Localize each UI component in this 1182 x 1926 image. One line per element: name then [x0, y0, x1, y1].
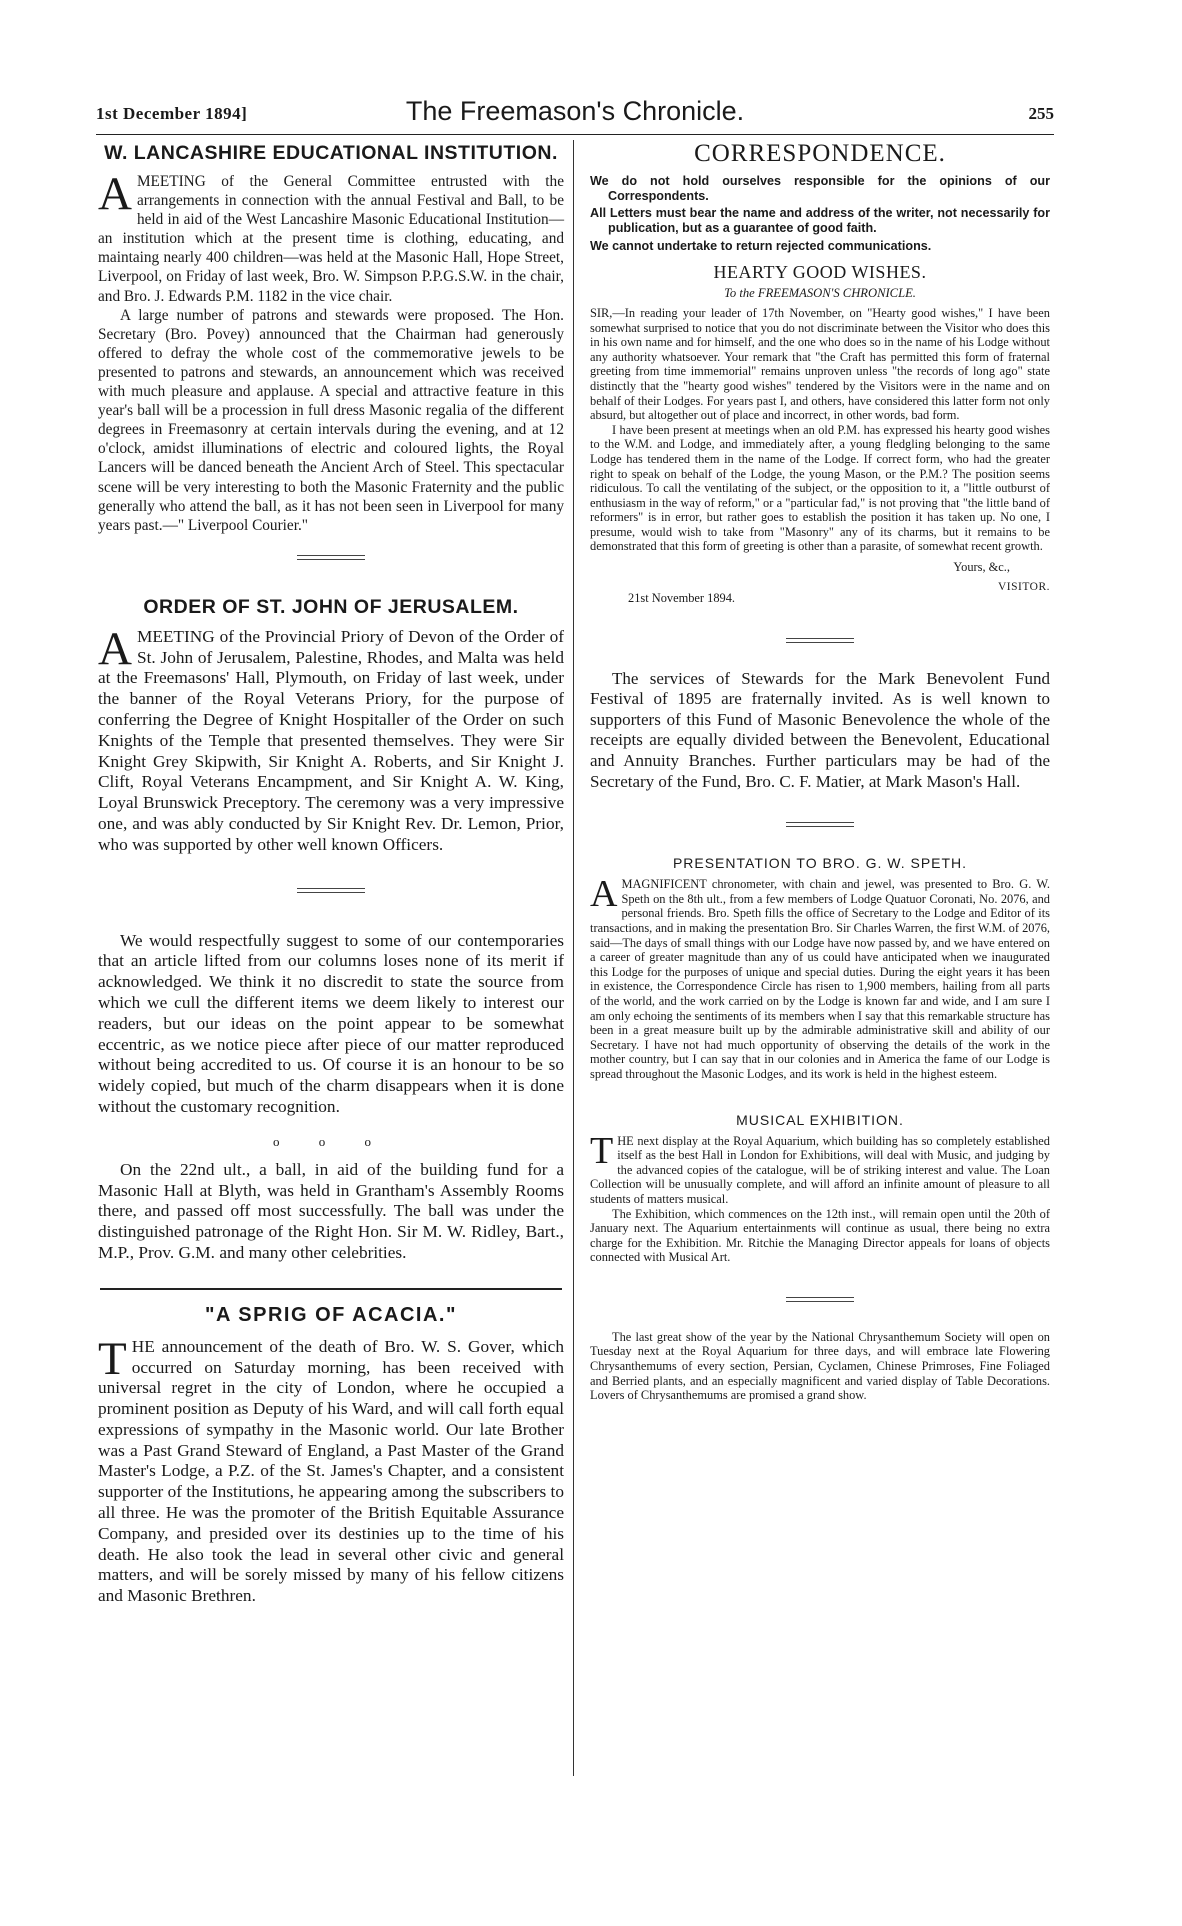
- editorial-notice: We do not hold ourselves responsible for the opinions of our Correspondents.: [590, 174, 1050, 203]
- article-musical-exhibition: [590, 1112, 1050, 1265]
- newspaper-title: The Freemason's Chronicle.: [405, 96, 745, 126]
- masthead: [96, 96, 1054, 132]
- article-title: PRESENTATION TO BRO. G. W. SPETH.: [672, 855, 968, 872]
- article-stewards: [590, 669, 1050, 793]
- section-title: CORRESPONDENCE.: [694, 140, 946, 167]
- section-divider: [786, 638, 854, 643]
- page-number: 255: [1028, 104, 1054, 123]
- left-column: [98, 140, 564, 1607]
- article-paragraph: We would respectfully suggest to some of our contemporaries that an article lifted from our columns loses none of its merit if acknowledged. We think it no discredit to state the source from which we cull the different items we deem likely to interest our readers, but our ideas on the point appear to be somewhat eccentric, as we notice piece after piece of our matter reproduced without being accredited to us. Of course it is an honour to be so widely copied, but much of the charm disappears when it is done without the customary recognition.: [98, 930, 564, 1116]
- article-paragraph: A large number of patrons and stewards were proposed. The Hon. Secretary (Bro. Povey) announced that the Chairman had generously offered to defray the whole cost of the commemorative jewels to be presented to patrons and stewards, an announcement which was received with much pleasure and applause. A special and attractive feature in this year's ball will be a procession in full dress Masonic regalia of the different degrees in Freemasonry at certain intervals during the evening, and at 12 o'clock, amidst illuminations of electric and coloured lights, the Royal Lancers will be danced beneath the Ancient Arch of Steel. This spectacular scene will be very interesting to both the Masonic Fraternity and the public generally who attend the ball, as it has not been seen in Liverpool for many years past.—" Liverpool Courier.": [98, 306, 564, 534]
- article-paragraph: The last great show of the year by the National Chrysanthemum Society will open on Tuesday next at the Royal Aquarium for three days, and will embrace late Flowering Chrysanthemums of every section, Persian, Cyclamen, Chinese Primroses, Fine Foliaged and Berried plants, and an especially magnificent and varied display of Table Decorations. Lovers of Chrysanthemums are promised a grand show.: [590, 1329, 1050, 1403]
- article-paragraph: The services of Stewards for the Mark Benevolent Fund Festival of 1895 are fraternally invited. As is well known to supporters of this Fund of Masonic Benevolence the whole of the receipts are equally divided between the Benevolent, Educational and Annuity Branches. Further particulars may be had of the Secretary of the Fund, Bro. C. F. Matier, at Mark Mason's Hall.: [590, 668, 1050, 791]
- article-speth: [590, 855, 1050, 1081]
- header-rule: [96, 134, 1054, 135]
- article-title: ORDER OF ST. JOHN OF JERUSALEM.: [143, 595, 519, 618]
- letter-title: HEARTY GOOD WISHES.: [713, 261, 927, 282]
- article-chrysanthemum: [590, 1330, 1050, 1403]
- letter-closing: Yours, &c.,: [953, 560, 1010, 575]
- editorial-notice: All Letters must bear the name and address of the writer, not necessarily for publication, but as a guarantee of good faith.: [590, 206, 1050, 235]
- drop-cap: A: [98, 168, 132, 220]
- article-blyth: [98, 1160, 564, 1264]
- drop-cap: T: [98, 1332, 127, 1385]
- article-st-john: [98, 596, 564, 856]
- column-divider: [573, 140, 574, 1776]
- letter-paragraph: I have been present at meetings when an old P.M. has expressed his hearty good wishes to the W.M. and Lodge, and immediately after, a young fledgling belonging to the same Lodge has tendered them in the name of the Lodge. If correct form, who had the greater right to speak on behalf of the Lodge, the young Mason, or the P.M.? The position seems ridiculous. To call the ventilating of the subject, or the opposition to it, a "little outburst of enthusiasm in the way of reform," or a "particular fad," is not proving that "the little band of reformers" is in error, but rather goes to establish the position it has taken up. No one, I presume, would wish to take from "Masonry" any of its charms, but it remains to be demonstrated that this form of greeting is other than a parasite, of somewhat recent growth.: [590, 422, 1050, 554]
- letter-paragraph: SIR,—In reading your leader of 17th November, on "Hearty good wishes," I have been somewhat surprised to notice that you do not discriminate between the Visitor who does this in his own name and for himself, and the one who does so in the name of his Lodge without any authority whatsoever. Your remark that "the Craft has permitted this form of fraternal greeting from time immemorial" remains unproven unless "the records of long ago" state distinctly that the "hearty good wishes" tendered by the Visitors were in the name and on behalf of their Lodges. For years past I, and others, have considered this latter form not only absurd, but altogether out of place and incorrect, in other words, bad form.: [590, 305, 1050, 423]
- article-title: MUSICAL EXHIBITION.: [736, 1111, 904, 1128]
- article-paragraph: On the 22nd ult., a ball, in aid of the building fund for a Masonic Hall at Blyth, was held in Grantham's Assembly Rooms there, and passed off most successfully. The ball was under the distinguished patronage of the Right Hon. Sir M. W. Ridley, Bart., M.P., Prov. G.M. and many other celebrities.: [98, 1159, 564, 1262]
- correspondence-section: [590, 140, 1050, 606]
- article-paragraph: AMEETING of the Provincial Priory of Devon of the Order of St. John of Jerusalem, Palestine, Rhodes, and Malta was held at the Freemasons' Hall, Plymouth, on Friday of last week, under the banner of the Royal Veterans Priory, for the purpose of conferring the Degree of Knight Hospitaller of the Order on such Knights of the Temple that presented themselves. They were Sir Knight Grey Skipwith, Sir Knight A. Roberts, and Sir Knight J. Clift, Royal Veterans Encampment, and Sir Knight A. W. King, Loyal Brunswick Preceptory. The ceremony was a very impressive one, and was ably conducted by Sir Knight Rev. Dr. Lemon, Prior, who was supported by other well known Officers.: [98, 622, 564, 854]
- article-contemporaries: [98, 931, 564, 1150]
- issue-date: 1st December 1894]: [96, 104, 248, 123]
- section-divider: [297, 888, 365, 893]
- article-title: "A SPRIG OF ACACIA.": [205, 1303, 457, 1326]
- letter-addressee: To the FREEMASON'S CHRONICLE.: [724, 285, 916, 300]
- section-divider: [297, 555, 365, 560]
- article-sprig-of-acacia: [98, 1304, 564, 1607]
- article-title: W. LANCASHIRE EDUCATIONAL INSTITUTION.: [104, 142, 558, 164]
- section-divider: [786, 1297, 854, 1302]
- section-rule: [100, 1288, 562, 1290]
- right-column: [590, 140, 1050, 1403]
- article-lancashire: [98, 142, 564, 535]
- article-paragraph: AMAGNIFICENT chronometer, with chain and jewel, was presented to Bro. G. W. Speth on the 8th ult., from a few members of Lodge Quatuor Coronati, No. 2076, and personal friends. Bro. Speth fills the office of Secretary to the Lodge and Editor of its transactions, and in making the presentation Bro. Sir Charles Warren, the first W.M. of 2076, said—The days of small things with our Lodge have now passed by, and we have entered on a career of greater magnitude than any of us could have anticipated when we inaugurated this Lodge for the purposes of unique and special duties. During the eight years it has been in existence, the Correspondence Circle has risen to 1,900 members, hailing from all parts of the world, and the work carried on by the Lodge is known far and wide, and I am sure I am only echoing the sentiments of its members when I say that this remarkable structure has been in a great measure built up by the admirable administrative skill and ability of our Secretary. I have not had much opportunity of observing the details of the work in the mother country, but I can say that in our colonies and in America the fame of our Lodge is spread throughout the Masonic Lodges, and its work is held in the highest esteem.: [590, 873, 1050, 1081]
- drop-cap: T: [590, 1129, 614, 1172]
- article-paragraph: The Exhibition, which commences on the 12th inst., will remain open until the 20th of January next. The Aquarium entertainments will continue as usual, there being no extra charge for the Exhibition. Mr. Ritchie the Managing Director appeals for loans of objects connected with Musical Art.: [590, 1206, 1050, 1265]
- drop-cap: A: [98, 622, 132, 675]
- article-paragraph: THE announcement of the death of Bro. W. S. Gover, which occurred on Saturday morning, has been received with universal regret in the city of London, where he occupied a prominent position as Deputy of his Ward, and will call forth equal expressions of sympathy in the Masonic world. Our late Brother was a Past Grand Steward of England, a Past Master of the Grand Master's Lodge, a P.Z. of the St. James's Chapter, and a consistent supporter of the Institutions, he appearing among the subscribers to all three. He was the promoter of the British Equitable Assurance Company, and presided over its destinies up to the time of his death. He also took the lead in several other civic and general matters, and will be sorely missed by many of his fellow citizens and Masonic Brethren.: [98, 1332, 564, 1606]
- drop-cap: A: [590, 873, 618, 916]
- article-paragraph: THE next display at the Royal Aquarium, which building has so completely established itself as the best Hall in London for Exhibitions, will deal with Music, and judging by the advanced copies of the catalogue, will be of striking interest and value. The Loan Collection will be unusually complete, and will afford an infinite amount of pleasure to all students of matters musical.: [590, 1129, 1050, 1206]
- letter-signature: VISITOR.: [997, 581, 1050, 594]
- section-divider: [786, 822, 854, 827]
- letter-date: 21st November 1894.: [628, 591, 736, 606]
- article-paragraph: AMEETING of the General Committee entrusted with the arrangements in connection with the annual Festival and Ball, to be held in aid of the West Lancashire Masonic Educational Institution—an institution which at the present time is clothing, educating, and maintaing nearly 400 children—was held at the Masonic Hall, Hope Street, Liverpool, on Friday of last week, Bro. W. Simpson P.P.G.S.W. in the chair, and Bro. J. Edwards P.M. 1182 in the vice chair.: [98, 168, 564, 305]
- editorial-notice: We cannot undertake to return rejected communications.: [590, 239, 932, 254]
- dot-separator: o o o: [273, 1133, 389, 1149]
